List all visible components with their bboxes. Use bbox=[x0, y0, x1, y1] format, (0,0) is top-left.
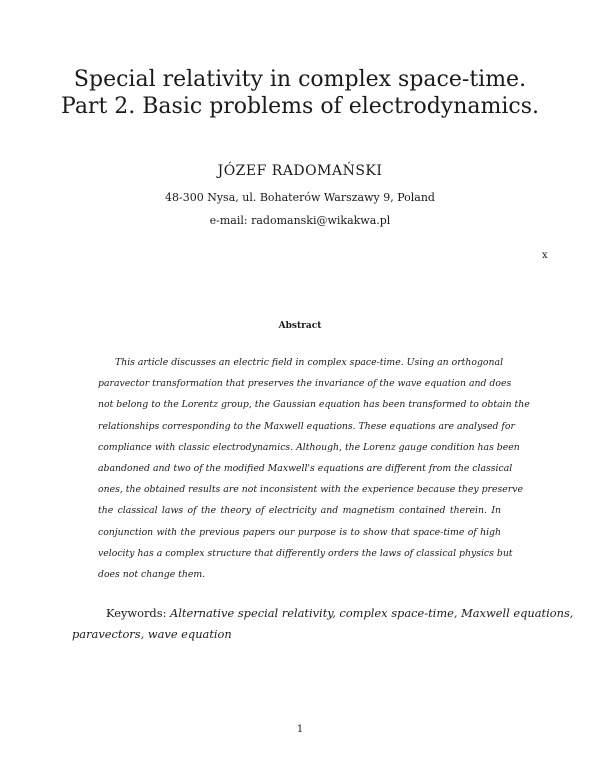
abstract-line: compliance with classic electrodynamics. Although, the Lorenz gauge condition has been bbox=[98, 441, 520, 453]
abstract-line: does not change them. bbox=[98, 568, 206, 580]
keywords-line-1 bbox=[72, 606, 574, 620]
abstract-line: not belong to the Lorentz group, the Gaussian equation has been transformed to obtain the bbox=[98, 399, 530, 411]
abstract-heading: Abstract bbox=[278, 321, 322, 331]
title-line-2: Part 2. Basic problems of electrodynamics. bbox=[61, 94, 539, 119]
author-address: 48-300 Nysa, ul. Bohaterów Warszawy 9, Poland bbox=[165, 191, 435, 204]
keywords-text-1: Alternative special relativity, complex space-time, Maxwell equations, bbox=[170, 606, 574, 620]
author-email: e-mail: radomanski@wikakwa.pl bbox=[209, 214, 391, 227]
abstract-line: velocity has a complex structure that differently orders the laws of classical physics but bbox=[98, 547, 513, 559]
keywords-label: Keywords: bbox=[106, 606, 167, 620]
title-line-1: Special relativity in complex space-time. bbox=[73, 67, 527, 92]
stray-mark: x bbox=[542, 250, 548, 261]
abstract-line: relationships corresponding to the Maxwell equations. These equations are analysed for bbox=[98, 420, 515, 432]
abstract-body bbox=[98, 352, 530, 585]
abstract-line: the classical laws of the theory of electricity and magnetism contained therein. In bbox=[98, 505, 501, 517]
abstract-line: conjunction with the previous papers our purpose is to show that space-time of high bbox=[98, 526, 501, 538]
keywords-line-2: paravectors, wave equation bbox=[72, 627, 232, 641]
abstract-line: ones, the obtained results are not inconsistent with the experience because they preserve bbox=[98, 484, 523, 496]
abstract-line: abandoned and two of the modified Maxwell's equations are different from the classical bbox=[98, 462, 513, 474]
abstract-line: This article discusses an electric field in complex space-time. Using an orthogonal bbox=[115, 357, 504, 368]
page-number: 1 bbox=[296, 724, 304, 735]
author-name: JÓZEF RADOMAŃSKI bbox=[217, 163, 383, 179]
abstract-line: paravector transformation that preserves the invariance of the wave equation and does bbox=[98, 378, 512, 390]
